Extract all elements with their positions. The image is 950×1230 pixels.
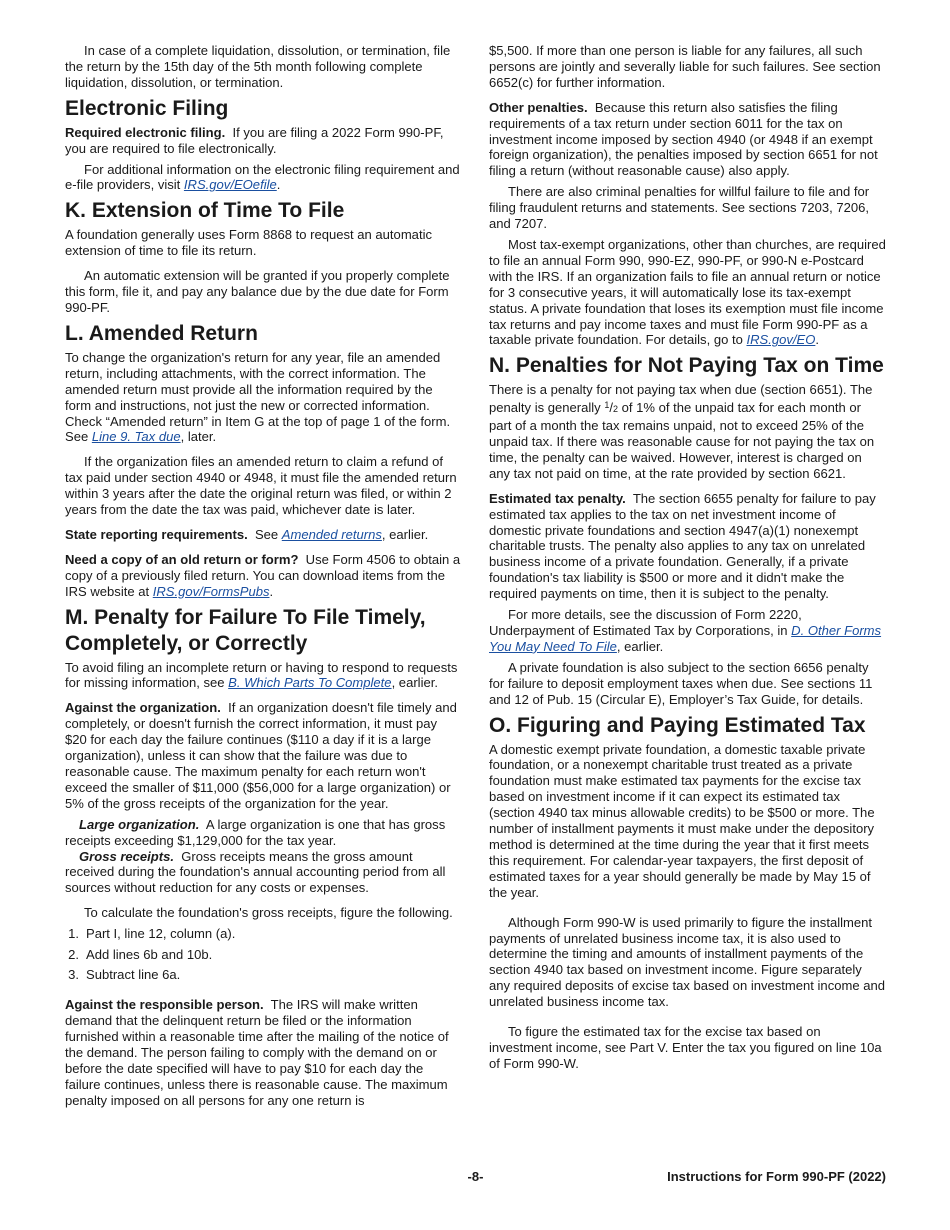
link-amended-returns[interactable]: Amended returns <box>281 526 382 542</box>
list-text: Part I, line 12, column (a). <box>86 926 236 942</box>
text: For additional information on the electronic filing requirement and e-file providers, visit <box>65 161 460 193</box>
text: , earlier. <box>391 675 438 691</box>
run-in-heading: Large organization. <box>79 816 200 832</box>
run-in-heading: Need a copy of an old return or form? <box>65 551 299 567</box>
list-text: Subtract line 6a. <box>86 967 181 983</box>
section-heading-o: O. Figuring and Paying Estimated Tax <box>489 713 866 737</box>
paragraph <box>65 817 462 849</box>
paragraph <box>489 607 886 655</box>
run-in-heading: Required electronic filing. <box>65 124 226 140</box>
text: . <box>269 583 274 599</box>
paragraph: There are also criminal penalties for willful failure to file and for filing fraudulent returns and statements. See sections 7203, 7206, and 7207. <box>489 184 870 232</box>
paragraph <box>65 660 462 692</box>
paragraph: A domestic exempt private foundation, a domestic taxable private foundation, or a nonexempt charitable trust treated as a private foundation must make estimated tax payments for the excise tax based on investment income if it can expect its estimated tax (section 4940 tax minus allowable credits) to be $500 or more. The number of installment payments it must make under the depository method is determined at the time during the year that it first meets this requirement. For calendar-year taxpayers, the first deposit of estimated taxes for a year should generally be made by May 15 of the year. <box>489 741 875 900</box>
paragraph <box>65 700 462 811</box>
text: Gross receipts means the gross amount received during the foundation's annual accounting period from all sources without reduction for any costs or expenses. <box>65 848 446 896</box>
link-other-forms[interactable]: D. Other Forms You May Need To File <box>489 623 882 654</box>
paragraph <box>65 125 462 157</box>
list-item <box>65 947 462 963</box>
text: If an organization doesn't file timely and completely, or doesn't furnish the correct information, it must pay $20 for each day the failure continues ($110 a day if it is a large organization), unless it can show that the failure was due to reasonable cause. The maximum penalty for each return won't exceed the smaller of $11,000 ($56,000 for a large organization) or 5% of the gross receipts of the organization for the year. <box>65 700 457 811</box>
paragraph: To figure the estimated tax for the excise tax based on investment income, see Part V. Enter the tax you figured on line 10a of Form 990-W. <box>489 1024 882 1071</box>
paragraph <box>65 162 462 194</box>
paragraph: To calculate the foundation's gross receipts, figure the following. <box>84 905 453 921</box>
section-heading-n: N. Penalties for Not Paying Tax on Time <box>489 354 884 378</box>
paragraph <box>65 552 462 600</box>
text: . <box>815 332 819 348</box>
paragraph: If the organization files an amended return to claim a refund of tax paid under section 4940 or 4948, it must file the amended return within 3 years after the date the original return was filed, or within 2 years from the date the tax was paid, whichever date is later. <box>65 454 457 518</box>
text: For more details, see the discussion of Form 2220, Underpayment of Estimated Tax by Corporations, in <box>489 607 802 638</box>
fraction-numerator: 1 <box>604 400 610 411</box>
text: of 1% of the unpaid tax for each month or part of a month the tax remains unpaid, not to exceed 25% of the unpaid tax. If there was reasonable cause for not paying the tax on time, the penalty can be waived. However, interest is charged on any tax not paid on time, at the rate provided by section 6621. <box>489 400 875 481</box>
paragraph: Although Form 990-W is used primarily to figure the installment payments of unrelated business income tax, it is also used to determine the timing and amounts of installment payments of the section 4940 tax based on investment income. Figure separately any required deposits of excise tax based on investment income and unrelated business income tax. <box>489 914 885 1010</box>
text: Because this return also satisfies the filing requirements of a tax return under section 6011 for the tax on investment income imposed by section 4940 (or 4948 if an exempt foreign organization), the penalties imposed by section 6651 for not filing a return (without reasonable cause) also apply. <box>489 99 878 179</box>
paragraph <box>65 350 462 445</box>
fraction-slash: / <box>609 400 613 416</box>
text: Use Form 4506 to obtain a copy of a previously filed return. You can download items from the IRS website at <box>65 551 461 599</box>
text: To avoid filing an incomplete return or having to respond to requests for missing information, see <box>65 659 458 691</box>
link-line-9-tax-due[interactable]: Line 9. Tax due <box>91 429 181 445</box>
section-heading-k: K. Extension of Time To File <box>65 199 345 223</box>
list-number: 1. <box>68 926 79 942</box>
paragraph: A private foundation is also subject to the section 6656 penalty for failure to deposit employment taxes when due. See sections 11 and 12 of Pub. 15 (Circular E), Employer’s Tax Guide, for details. <box>489 659 873 707</box>
text: A large organization is one that has gross receipts exceeding $1,129,000 for the tax year. <box>65 816 446 848</box>
paragraph <box>489 382 886 481</box>
list-number: 2. <box>68 946 79 962</box>
list-item <box>65 967 462 983</box>
section-heading-electronic-filing: Electronic Filing <box>65 96 229 120</box>
section-heading-m: M. Penalty for Failure To File Timely, Completely, or Correctly <box>65 605 426 655</box>
paragraph <box>489 491 886 602</box>
text: Most tax-exempt organizations, other than churches, are required to file an annual Form 990, 990-EZ, 990-PF, or 990-N e-Postcard with the IRS. If an organization fails to file an annual return or notice for 3 consecutive years, it will automatically lose its tax-exempt status. A private foundation that loses its exemption must file income tax returns and pay income taxes and must file Form 990-PF as a taxable private foundation. For details, go to <box>489 236 886 348</box>
paragraph <box>65 997 462 1108</box>
gross-receipts-steps-list <box>65 926 462 983</box>
text: See <box>254 526 282 542</box>
footer-title: Instructions for Form 990-PF (2022) <box>667 1169 886 1184</box>
run-in-heading: State reporting requirements. <box>65 526 248 542</box>
page-number: -8- <box>467 1169 484 1184</box>
run-in-heading: Gross receipts. <box>79 848 174 864</box>
run-in-heading: Other penalties. <box>489 99 588 115</box>
text: To change the organization's return for any year, file an amended return, including attachments, with the correct information. The amended return must provide all the information required by the form and instructions, not just the new or corrected information. Check “Amended return” in Item G at the top of page 1 of the form. See <box>65 349 451 445</box>
paragraph: An automatic extension will be granted if you properly complete this form, file it, and pay any balance due by the due date for Form 990-PF. <box>65 268 450 315</box>
link-formspubs[interactable]: IRS.gov/FormsPubs <box>152 583 270 599</box>
text: , earlier. <box>616 638 664 654</box>
list-text: Add lines 6b and 10b. <box>86 946 213 962</box>
left-column <box>65 43 462 1108</box>
text: The section 6655 penalty for failure to pay estimated tax applies to the tax on net investment income of domestic private foundations and section 4947(a)(1) nonexempt charitable trusts. The penalty also applies to any tax on unrelated business income of a private foundation. Generally, if a private foundation's tax liability is $500 or more and it didn't make the required payments on time, then it is subject to the penalty. <box>489 490 876 602</box>
link-irs-eo[interactable]: IRS.gov/EO <box>746 332 816 348</box>
paragraph: A foundation generally uses Form 8868 to request an automatic extension of time to file its return. <box>65 227 432 259</box>
list-item <box>65 926 462 942</box>
paragraph <box>489 237 886 348</box>
text: There is a penalty for not paying tax when due (section 6651). The penalty is generally <box>489 382 873 416</box>
run-in-heading: Against the responsible person. <box>65 997 264 1013</box>
text: , earlier. <box>381 526 429 542</box>
text: The IRS will make written demand that the delinquent return be filed or the information furnished within a reasonable time after the mailing of the notice of the demand. The person failing to comply with the demand on or before the date specified will have to pay $10 for each day the failure continues, unless there is reasonable cause. The maximum penalty imposed on all persons for any one return is <box>65 997 449 1108</box>
page-footer <box>65 1169 886 1185</box>
paragraph: $5,500. If more than one person is liable for any failures, all such persons are jointly and severally liable for such failures. See section 6652(c) for further information. <box>489 43 881 90</box>
right-column <box>489 43 886 1072</box>
text: , later. <box>180 429 217 445</box>
paragraph <box>489 100 886 180</box>
list-number: 3. <box>68 967 79 983</box>
run-in-heading: Estimated tax penalty. <box>489 490 626 506</box>
link-eoefile[interactable]: IRS.gov/EOefile <box>183 177 277 193</box>
text: . <box>276 177 281 193</box>
run-in-heading: Against the organization. <box>65 700 221 716</box>
paragraph: In case of a complete liquidation, dissolution, or termination, file the return by the 15th day of the 5th month following complete liquidation, dissolution, or termination. <box>65 43 451 90</box>
fraction-denominator: 2 <box>612 404 618 415</box>
text: If you are filing a 2022 Form 990-PF, you are required to file electronically. <box>65 124 444 156</box>
section-heading-l: L. Amended Return <box>65 321 258 345</box>
paragraph <box>65 527 462 543</box>
link-which-parts-to-complete[interactable]: B. Which Parts To Complete <box>228 675 392 691</box>
paragraph <box>65 849 462 897</box>
